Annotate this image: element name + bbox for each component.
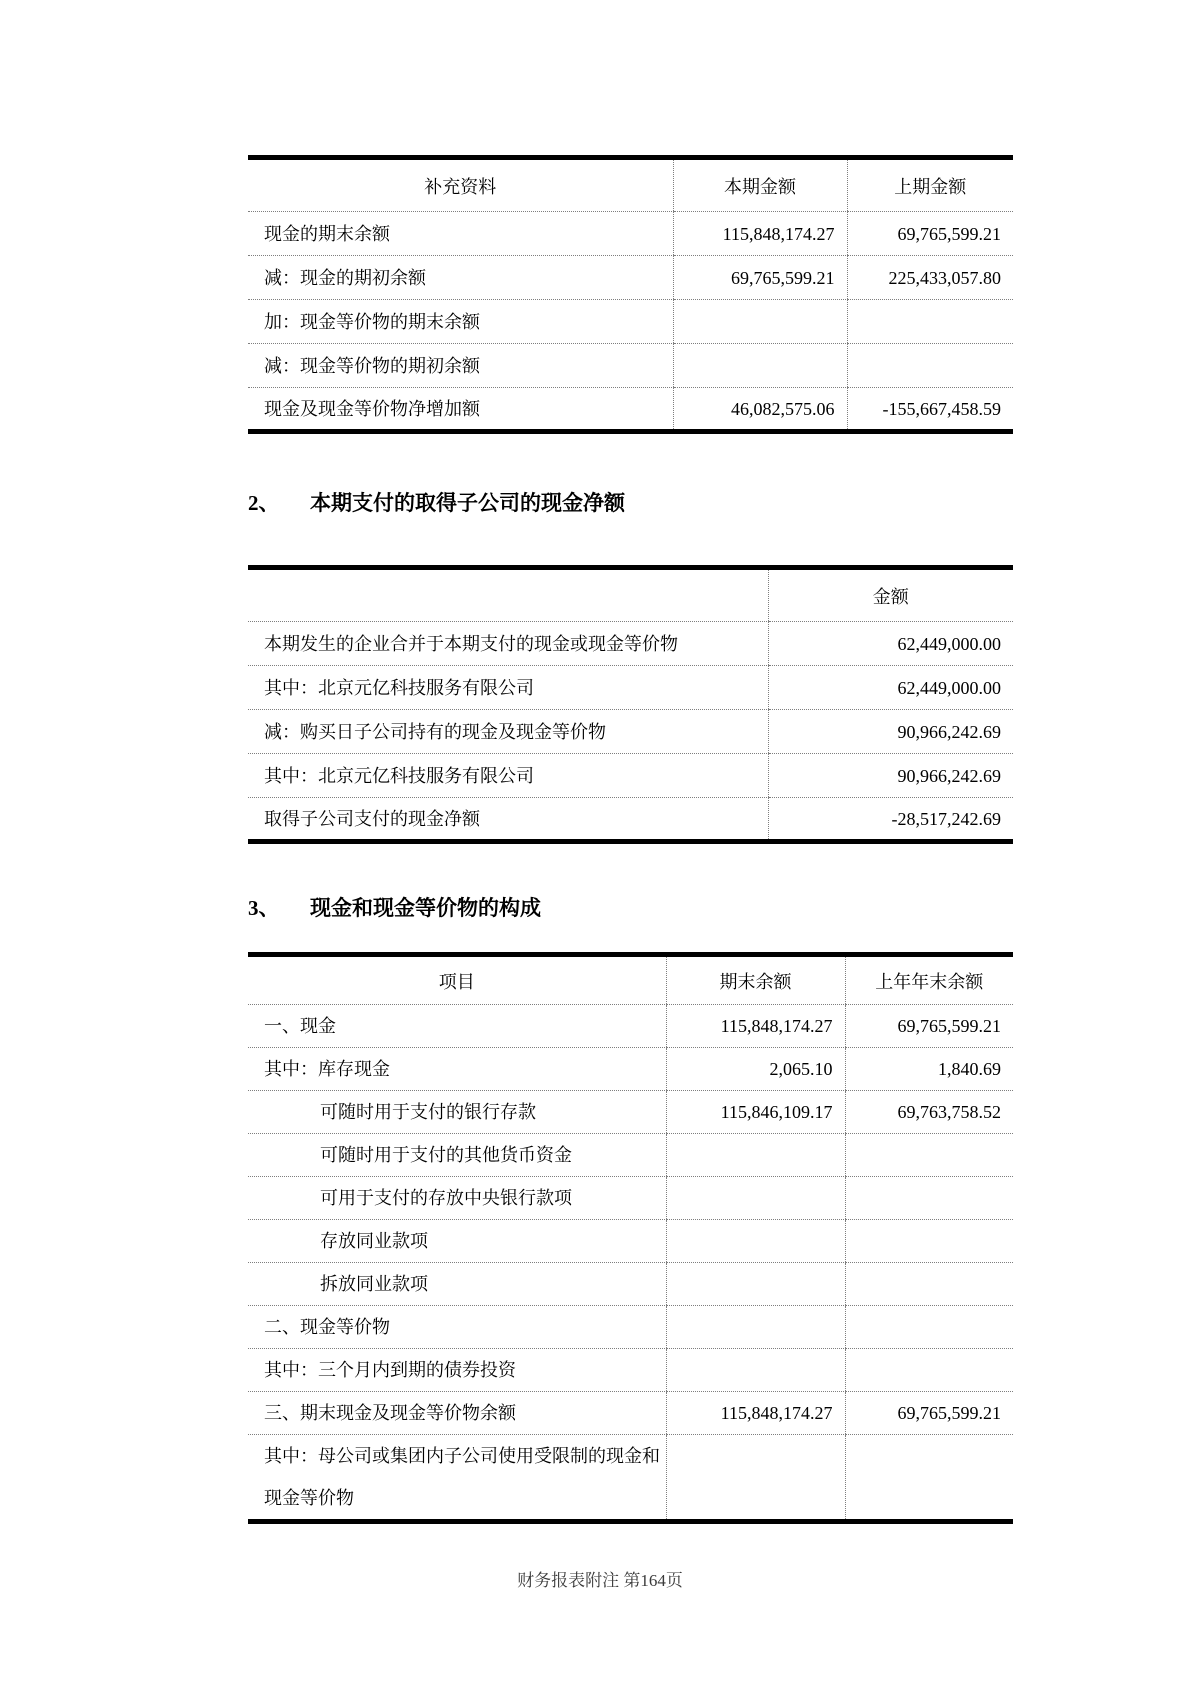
amount-cell: -28,517,242.69 <box>768 798 1013 842</box>
section-3-number: 3、 <box>248 896 280 920</box>
row-label-cell: 其中：北京元亿科技服务有限公司 <box>248 666 768 710</box>
amount-cell: 69,763,758.52 <box>845 1091 1013 1134</box>
amount-cell: 225,433,057.80 <box>847 256 1013 300</box>
row-label-cell: 其中：库存现金 <box>248 1048 666 1091</box>
column-header: 上期金额 <box>847 158 1013 212</box>
amount-cell: 115,848,174.27 <box>666 1005 845 1048</box>
section-3-heading <box>248 894 1013 922</box>
section-2-number: 2、 <box>248 491 280 515</box>
table-row <box>248 666 1013 710</box>
table-row <box>248 212 1013 256</box>
table-row <box>248 300 1013 344</box>
table-row <box>248 798 1013 842</box>
table-row <box>248 1435 1013 1522</box>
row-label-cell: 其中：三个月内到期的债券投资 <box>248 1349 666 1392</box>
row-label-cell: 其中：北京元亿科技服务有限公司 <box>248 754 768 798</box>
supplement-table <box>248 155 1013 434</box>
column-header: 上年年末余额 <box>845 955 1013 1005</box>
table-row <box>248 1134 1013 1177</box>
amount-cell <box>845 1177 1013 1220</box>
amount-cell: 115,848,174.27 <box>673 212 847 256</box>
section-2-title: 本期支付的取得子公司的现金净额 <box>310 491 625 515</box>
row-label-cell: 三、期末现金及现金等价物余额 <box>248 1392 666 1435</box>
amount-cell <box>845 1349 1013 1392</box>
table-row <box>248 1306 1013 1349</box>
section-3-title: 现金和现金等价物的构成 <box>310 896 541 920</box>
section-2-heading <box>248 489 1013 517</box>
amount-cell: 69,765,599.21 <box>845 1005 1013 1048</box>
column-header: 期末余额 <box>666 955 845 1005</box>
row-label-cell: 现金及现金等价物净增加额 <box>264 398 480 419</box>
row-label-cell: 可随时用于支付的银行存款 <box>248 1091 666 1134</box>
column-header: 补充资料 <box>248 158 673 212</box>
amount-cell: 2,065.10 <box>666 1048 845 1091</box>
amount-cell <box>845 1220 1013 1263</box>
amount-cell: 1,840.69 <box>845 1048 1013 1091</box>
amount-cell <box>666 1435 845 1522</box>
row-label-cell: 减：购买日子公司持有的现金及现金等价物 <box>248 710 768 754</box>
amount-cell: 46,082,575.06 <box>673 388 847 432</box>
table-header-row <box>248 158 1013 212</box>
column-header <box>248 568 768 622</box>
amount-cell <box>845 1263 1013 1306</box>
amount-cell: 69,765,599.21 <box>673 256 847 300</box>
amount-cell <box>666 1220 845 1263</box>
amount-cell <box>673 344 847 388</box>
row-label-cell: 加：现金等价物的期末余额 <box>248 300 673 344</box>
table-row <box>248 1263 1013 1306</box>
amount-cell <box>845 1306 1013 1349</box>
table-row <box>248 754 1013 798</box>
table-row <box>248 388 1013 432</box>
amount-cell <box>847 344 1013 388</box>
amount-cell: 90,966,242.69 <box>768 754 1013 798</box>
row-label-cell: 拆放同业款项 <box>248 1263 666 1306</box>
column-header: 金额 <box>768 568 1013 622</box>
subsidiary-cash-table <box>248 565 1013 844</box>
amount-cell: 62,449,000.00 <box>768 622 1013 666</box>
row-label-cell: 一、现金 <box>248 1005 666 1048</box>
table-row <box>248 1091 1013 1134</box>
amount-cell <box>666 1177 845 1220</box>
amount-cell: 69,765,599.21 <box>847 212 1013 256</box>
row-label-cell: 减：现金等价物的期初余额 <box>248 344 673 388</box>
amount-cell: 115,846,109.17 <box>666 1091 845 1134</box>
row-label-cell: 减：现金的期初余额 <box>248 256 673 300</box>
row-label-cell: 可用于支付的存放中央银行款项 <box>248 1177 666 1220</box>
table-row <box>248 1177 1013 1220</box>
amount-cell: 90,966,242.69 <box>768 710 1013 754</box>
amount-cell <box>666 1134 845 1177</box>
table-header-row <box>248 568 1013 622</box>
amount-cell <box>666 1349 845 1392</box>
table-row <box>248 710 1013 754</box>
row-label-cell: 取得子公司支付的现金净额 <box>264 808 480 829</box>
table-row <box>248 1392 1013 1435</box>
amount-cell: 69,765,599.21 <box>845 1392 1013 1435</box>
table-row <box>248 1349 1013 1392</box>
amount-cell <box>666 1263 845 1306</box>
amount-cell <box>847 300 1013 344</box>
table-header-row <box>248 955 1013 1005</box>
row-label-cell: 现金的期末余额 <box>248 212 673 256</box>
amount-cell <box>845 1134 1013 1177</box>
page-footer: 财务报表附注 第164页 <box>517 1571 683 1590</box>
amount-cell <box>845 1435 1013 1522</box>
table-row <box>248 256 1013 300</box>
column-header: 项目 <box>248 955 666 1005</box>
table-row <box>248 1048 1013 1091</box>
cash-composition-table <box>248 952 1013 1524</box>
row-label-cell: 存放同业款项 <box>248 1220 666 1263</box>
amount-cell <box>666 1306 845 1349</box>
row-label-cell: 二、现金等价物 <box>248 1306 666 1349</box>
column-header: 本期金额 <box>673 158 847 212</box>
row-label-cell: 本期发生的企业合并于本期支付的现金或现金等价物 <box>248 622 768 666</box>
table-row <box>248 1005 1013 1048</box>
amount-cell <box>673 300 847 344</box>
amount-cell: -155,667,458.59 <box>847 388 1013 432</box>
document-page <box>248 0 1013 1524</box>
amount-cell: 62,449,000.00 <box>768 666 1013 710</box>
table-row <box>248 622 1013 666</box>
table-row <box>248 344 1013 388</box>
row-label-cell: 其中：母公司或集团内子公司使用受限制的现金和现金等价物 <box>264 1446 660 1508</box>
table-row <box>248 1220 1013 1263</box>
amount-cell: 115,848,174.27 <box>666 1392 845 1435</box>
row-label-cell: 可随时用于支付的其他货币资金 <box>248 1134 666 1177</box>
